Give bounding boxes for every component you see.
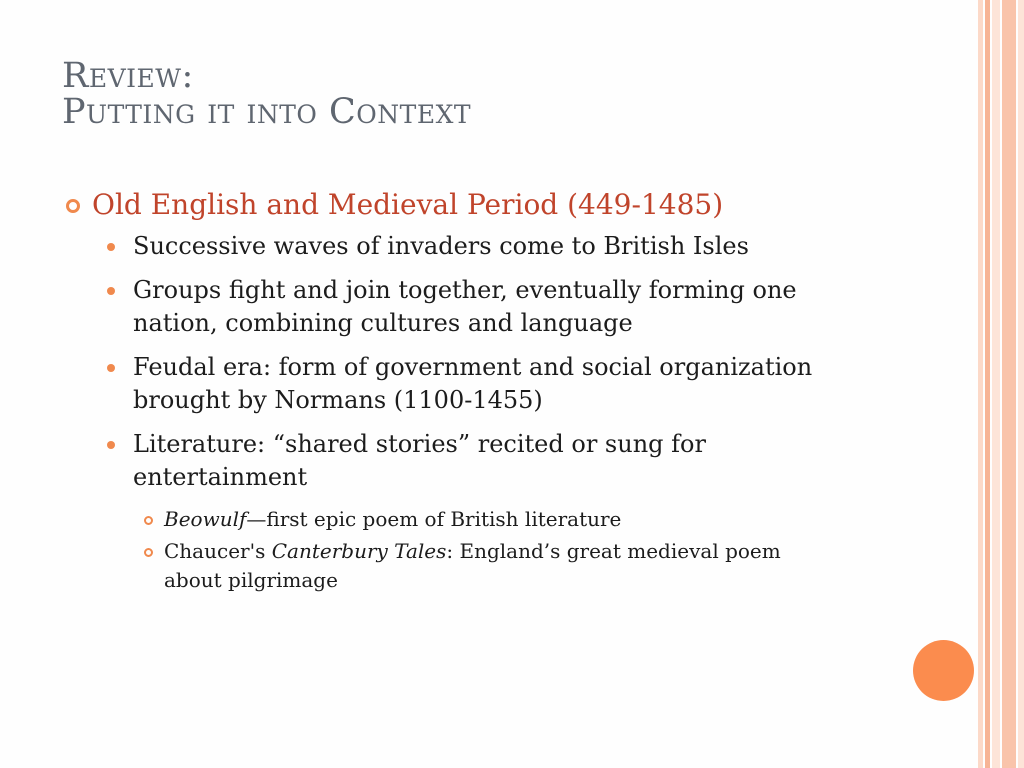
list-item-text: Successive waves of invaders come to British Isles	[133, 232, 749, 260]
decorative-stripe	[978, 0, 983, 768]
slide-title	[62, 58, 471, 130]
sub-item-before: Chaucer's	[164, 539, 272, 563]
dot-bullet-icon	[102, 230, 133, 263]
sub-list-item	[142, 505, 842, 534]
small-ring-bullet-icon	[142, 537, 164, 566]
sub-list-item-text	[164, 505, 842, 534]
dot-bullet-icon	[102, 274, 133, 307]
ring-bullet-icon	[62, 186, 92, 224]
heading-bullet	[62, 186, 842, 224]
title-line-2: Putting it into Context	[62, 92, 472, 132]
list-item	[102, 230, 842, 263]
decorative-circle	[913, 640, 974, 701]
dot-bullet-icon	[102, 428, 133, 461]
dot-bullet-icon	[102, 351, 133, 384]
list-item-text: Feudal era: form of government and social organization brought by Normans (1100-1455)	[133, 353, 813, 414]
decorative-stripe	[985, 0, 990, 768]
decorative-stripe	[1018, 0, 1024, 768]
sub-item-rest: —first epic poem of British literature	[246, 507, 622, 531]
work-title: Beowulf	[164, 507, 247, 531]
decorative-stripe	[1002, 0, 1016, 768]
work-title: Canterbury Tales	[271, 539, 447, 563]
sub-item-rest: : England’s great medieval poem about pilgrimage	[164, 539, 781, 592]
title-line-1: Review:	[62, 56, 194, 96]
slide-content	[62, 186, 842, 598]
list-item	[102, 351, 842, 417]
list-item	[102, 274, 842, 340]
small-ring-bullet-icon	[142, 505, 164, 534]
heading-text: Old English and Medieval Period (449-1485)	[92, 188, 724, 221]
list-item	[102, 428, 842, 494]
decorative-stripe	[992, 0, 1000, 768]
sub-list-item-text	[164, 537, 842, 595]
sub-list-item	[142, 537, 842, 595]
list-item-text: Literature: “shared stories” recited or sung for entertainment	[133, 430, 706, 491]
list-item-text: Groups fight and join together, eventually forming one nation, combining cultures and language	[133, 276, 797, 337]
